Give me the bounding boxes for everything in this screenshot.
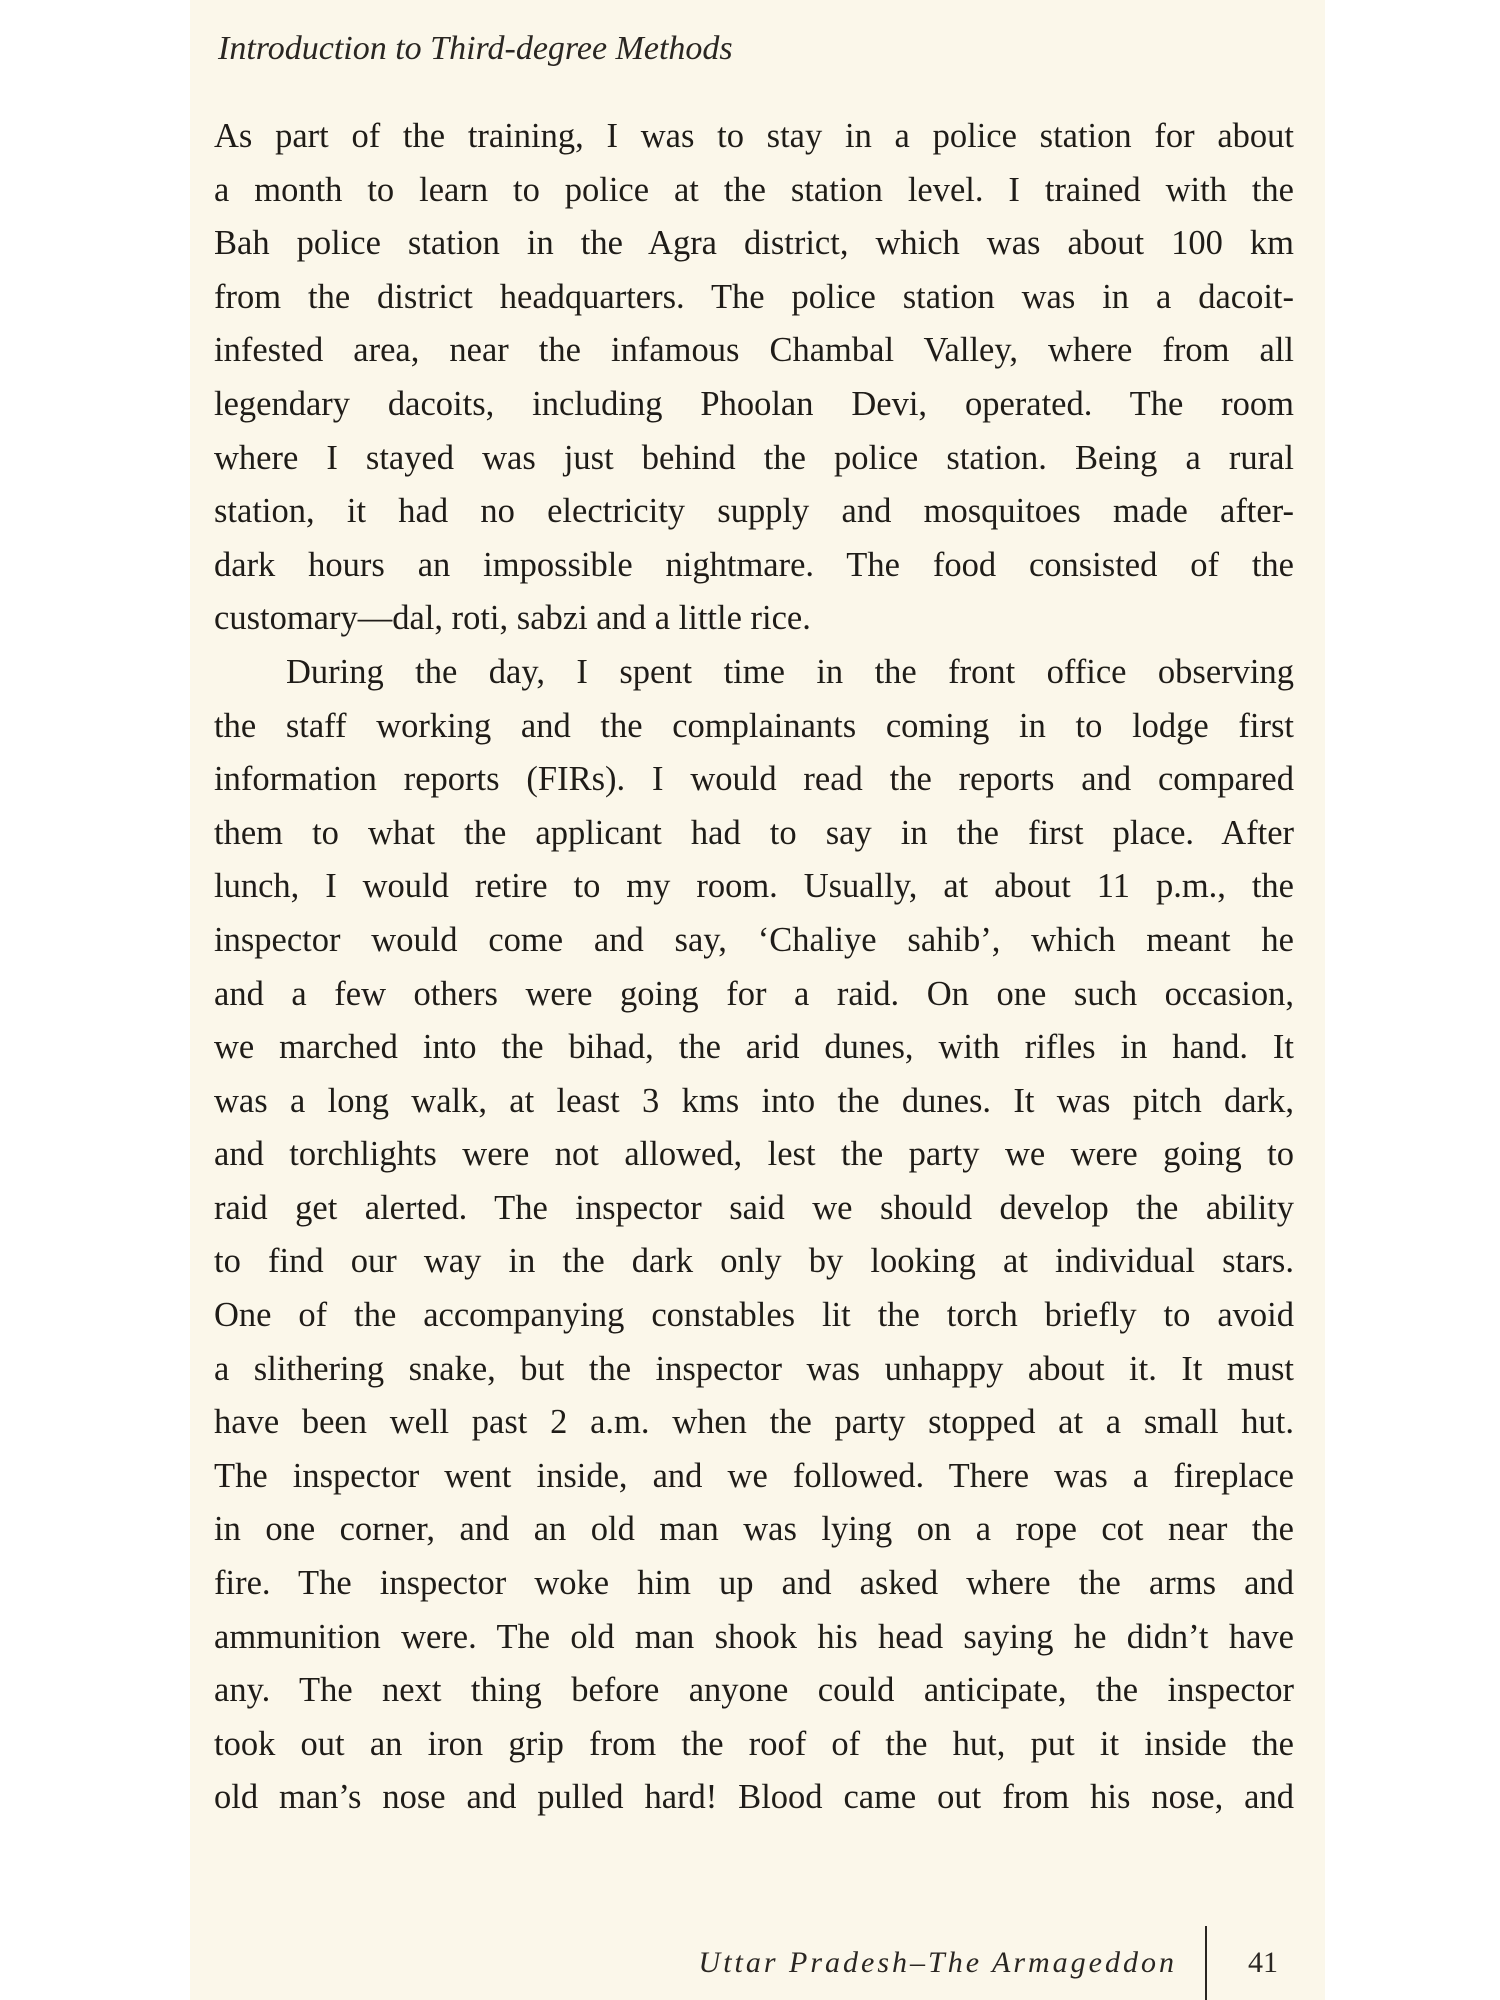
paragraph-last-line: customary—dal, roti, sabzi and a little rice. [214, 599, 811, 638]
footer-divider [1205, 1926, 1207, 2000]
page-number: 41 [1248, 1946, 1278, 1979]
text-line: dark hours an impossible nightmare. The food consisted of the [214, 545, 1294, 584]
text-line: from the district headquarters. The police station was in a dacoit- [214, 277, 1294, 316]
text-line: old man’s nose and pulled hard! Blood came out from his nose, and [214, 1778, 1294, 1817]
body-text [214, 110, 1294, 1825]
text-line: fire. The inspector woke him up and asked where the arms and [214, 1564, 1294, 1603]
text-line: raid get alerted. The inspector said we should develop the ability [214, 1188, 1294, 1227]
text-line: where I stayed was just behind the police station. Being a rural [214, 438, 1294, 477]
text-line: was a long walk, at least 3 kms into the dunes. It was pitch dark, [214, 1081, 1294, 1120]
text-line: legendary dacoits, including Phoolan Devi, operated. The room [214, 384, 1294, 423]
text-line: we marched into the bihad, the arid dunes, with rifles in hand. It [214, 1028, 1294, 1067]
text-line: to find our way in the dark only by looking at individual stars. [214, 1242, 1294, 1281]
running-head: Introduction to Third-degree Methods [218, 30, 733, 67]
text-line: the staff working and the complainants coming in to lodge first [214, 706, 1294, 745]
footer-book-title: Uttar Pradesh–The Armageddon [698, 1946, 1177, 1979]
text-line: any. The next thing before anyone could anticipate, the inspector [214, 1671, 1294, 1710]
text-line: station, it had no electricity supply and mosquitoes made after- [214, 492, 1294, 531]
text-line: One of the accompanying constables lit the torch briefly to avoid [214, 1296, 1294, 1335]
text-line: a month to learn to police at the station level. I trained with the [214, 170, 1294, 209]
text-line: infested area, near the infamous Chambal Valley, where from all [214, 331, 1294, 370]
text-line: them to what the applicant had to say in the first place. After [214, 813, 1294, 852]
text-line: and a few others were going for a raid. On one such occasion, [214, 974, 1294, 1013]
text-line: inspector would come and say, ‘Chaliye sahib’, which meant he [214, 920, 1294, 959]
text-line: took out an iron grip from the roof of the hut, put it inside the [214, 1724, 1294, 1763]
text-line: As part of the training, I was to stay in a police station for about [214, 117, 1294, 155]
text-line: The inspector went inside, and we followed. There was a fireplace [214, 1456, 1294, 1495]
paragraph-first-line: During the day, I spent time in the front office observing [286, 652, 1294, 691]
text-line: and torchlights were not allowed, lest the party we were going to [214, 1135, 1294, 1174]
text-line: have been well past 2 a.m. when the party stopped at a small hut. [214, 1403, 1294, 1442]
text-line: Bah police station in the Agra district, which was about 100 km [214, 224, 1294, 263]
book-page [190, 0, 1325, 2000]
text-line: information reports (FIRs). I would read the reports and compared [214, 760, 1294, 799]
text-line: in one corner, and an old man was lying on a rope cot near the [214, 1510, 1294, 1549]
text-line: a slithering snake, but the inspector was unhappy about it. It must [214, 1349, 1294, 1388]
text-line: ammunition were. The old man shook his head saying he didn’t have [214, 1617, 1294, 1656]
text-line: lunch, I would retire to my room. Usually, at about 11 p.m., the [214, 867, 1294, 906]
